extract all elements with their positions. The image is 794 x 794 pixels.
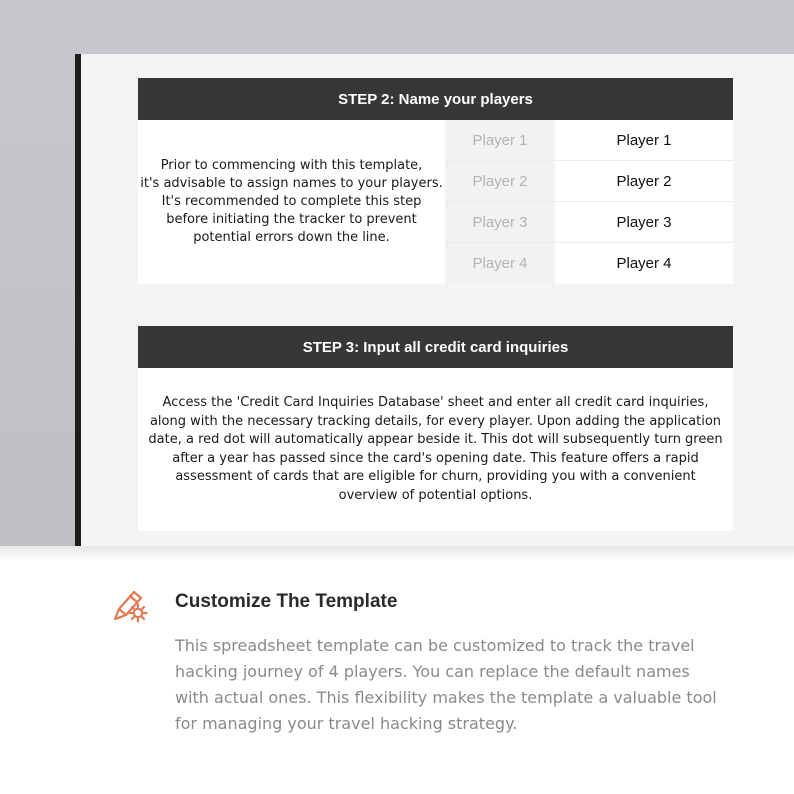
player-name-cell[interactable]: Player 4: [555, 243, 733, 284]
player-name-cell[interactable]: Player 2: [555, 161, 733, 201]
step2-body: [138, 120, 733, 284]
player-row: [445, 243, 733, 284]
step3-description-line: assessment of cards that are eligible for churn, providing you with a convenient: [175, 469, 696, 484]
feature-description-line: with actual ones. This flexibility makes the template a valuable tool: [175, 688, 717, 707]
step3-description-line: along with the necessary tracking details, for every player. Upon adding the application: [149, 413, 722, 429]
step2-description-line: it's advisable to assign names to your players.: [140, 176, 443, 191]
player-default-cell: Player 4: [445, 243, 555, 284]
step3-description-line: overview of potential options.: [338, 487, 533, 503]
player-default-cell: Player 1: [445, 120, 555, 160]
feature-description: [175, 633, 735, 737]
step2-description-line: before initiating the tracker to prevent: [166, 212, 417, 227]
step3-description-line: Access the 'Credit Card Inquiries Database' sheet and enter all credit card inquiries,: [162, 395, 709, 410]
step3-description: [138, 368, 733, 531]
player-name-cell[interactable]: Player 1: [555, 120, 733, 160]
players-table: [445, 120, 733, 284]
feature-description-line: hacking journey of 4 players. You can replace the default names: [175, 662, 690, 681]
step2-description-line: potential errors down the line.: [193, 230, 390, 245]
step3-description-line: date, a red dot will automatically appear beside it. This dot will subsequently turn green: [148, 432, 723, 447]
step2-panel: [138, 78, 733, 284]
player-row: [445, 202, 733, 243]
step2-description: [138, 120, 445, 284]
player-default-cell: Player 3: [445, 202, 555, 242]
pencil-gear-icon: [110, 585, 152, 627]
step2-description-line: It's recommended to complete this step: [161, 194, 422, 209]
player-row: [445, 120, 733, 161]
step2-header: STEP 2: Name your players: [138, 78, 733, 120]
feature-title: Customize The Template: [175, 591, 398, 612]
feature-description-line: for managing your travel hacking strategy.: [175, 714, 518, 733]
player-name-cell[interactable]: Player 3: [555, 202, 733, 242]
feature-description-line: This spreadsheet template can be customized to track the travel: [175, 636, 695, 655]
step3-panel: [138, 326, 733, 531]
step3-header: STEP 3: Input all credit card inquiries: [138, 326, 733, 368]
step3-description-line: after a year has passed since the card's opening date. This feature offers a rapid: [172, 450, 699, 466]
player-row: [445, 161, 733, 202]
player-default-cell: Player 2: [445, 161, 555, 201]
step2-description-line: Prior to commencing with this template,: [160, 158, 423, 173]
preview-shadow: [0, 546, 794, 560]
